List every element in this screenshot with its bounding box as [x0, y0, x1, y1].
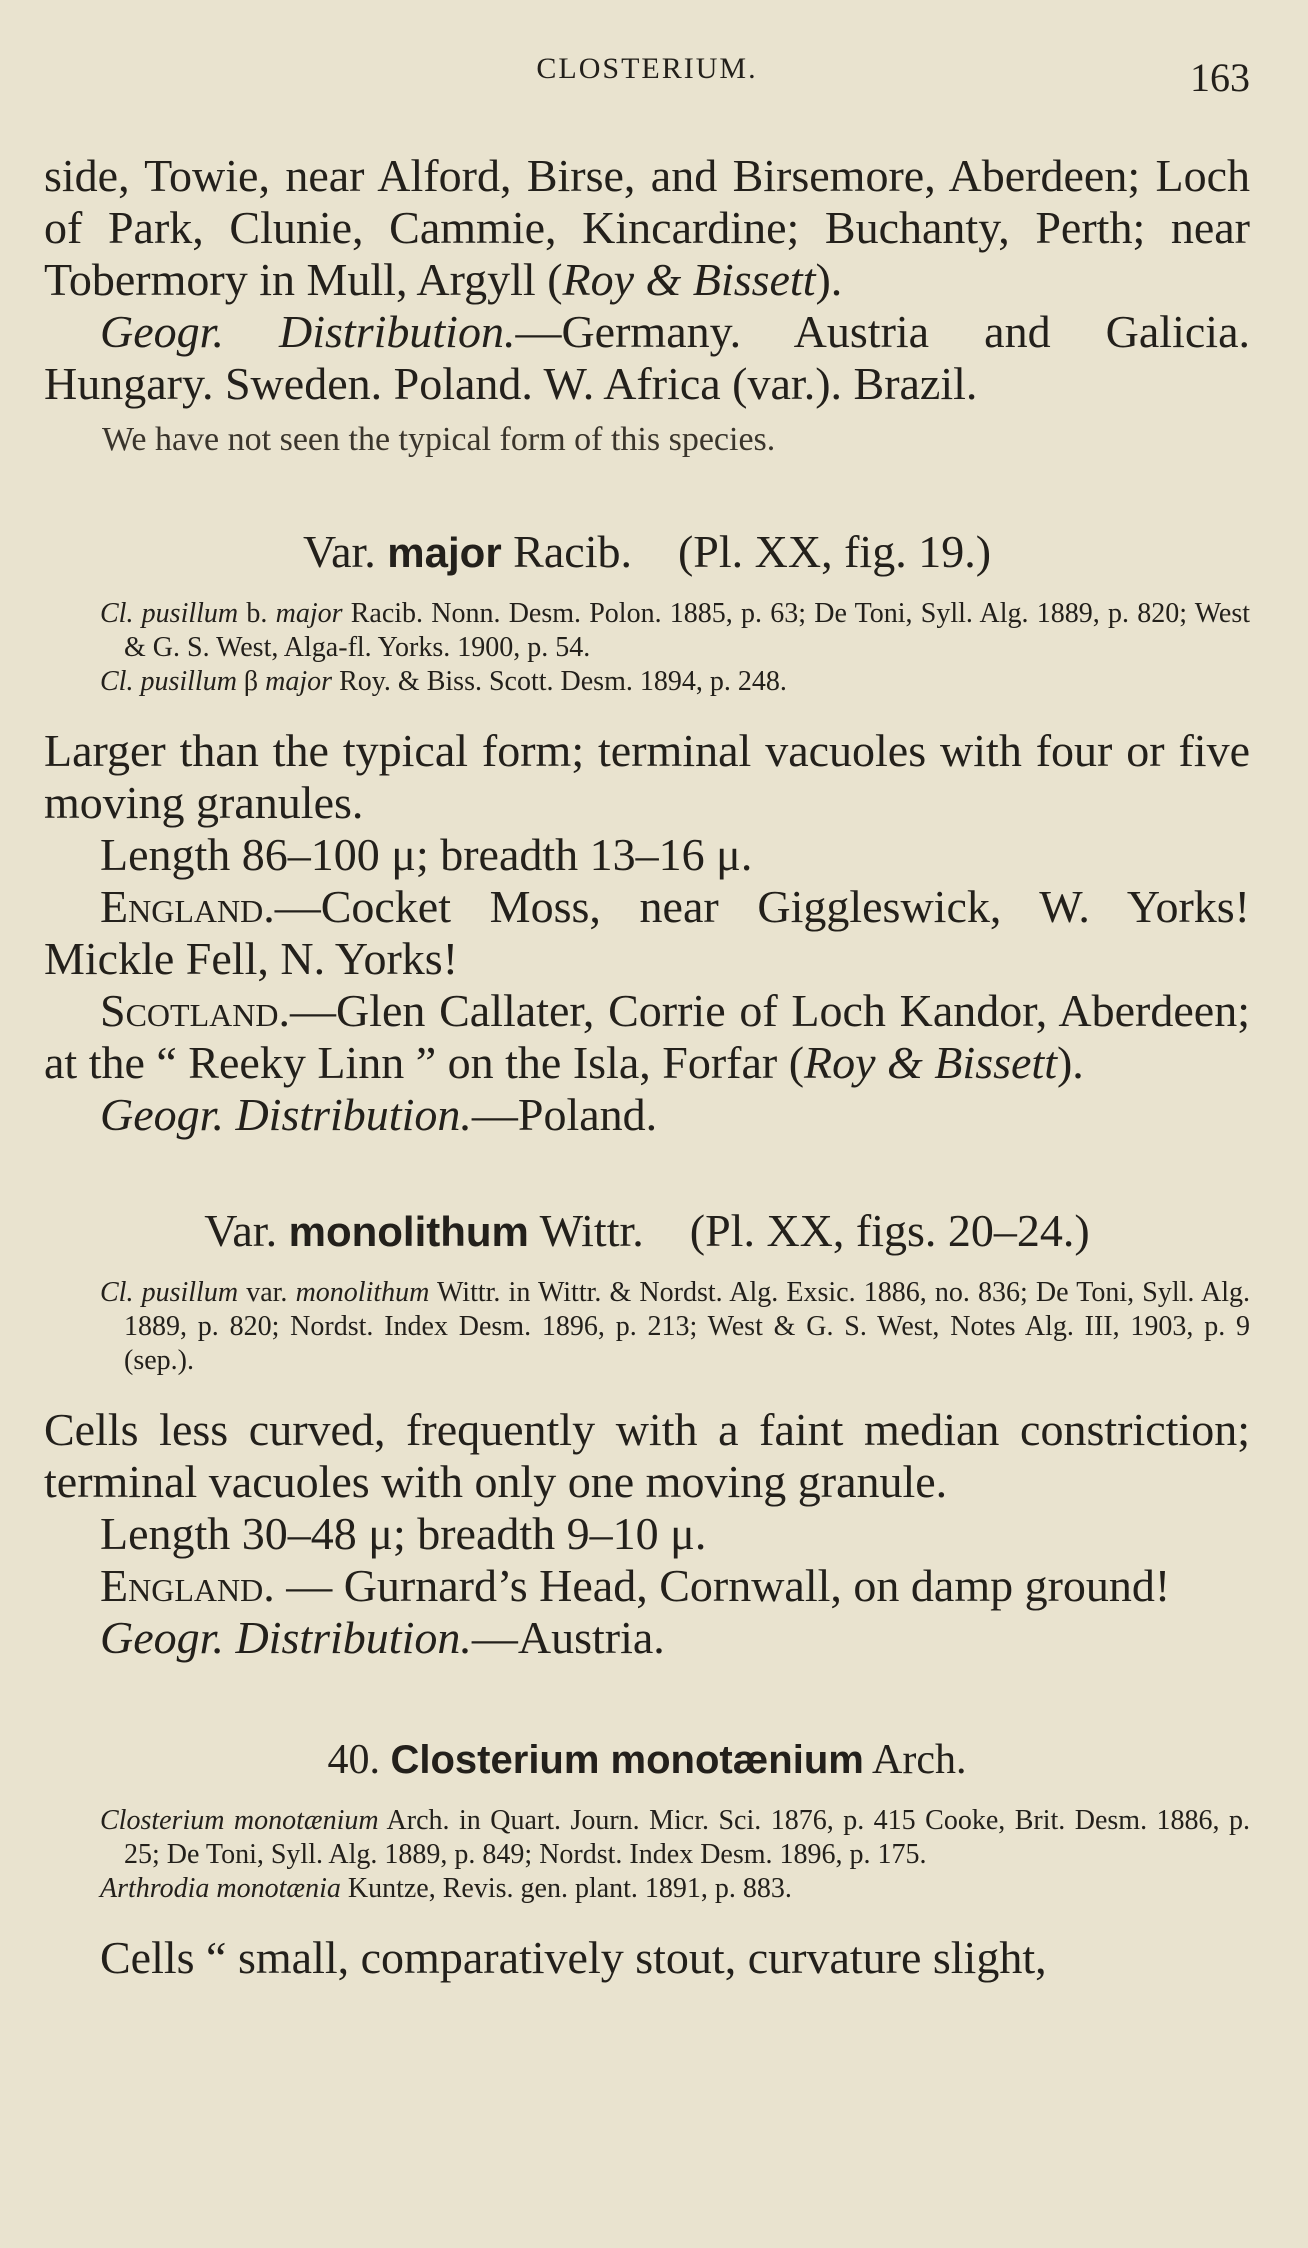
ref-citation: Roy. & Biss. Scott. Desm. 1894, p. 248.	[332, 666, 787, 697]
geo-text: —Poland.	[471, 1089, 658, 1140]
authority: Roy & Bissett	[804, 1037, 1057, 1088]
authority: Roy & Bissett	[562, 254, 816, 305]
description-species: Cells “ small, comparatively stout, curvature slight,	[100, 1932, 1047, 1983]
ref-epithet: monolithum	[295, 1277, 430, 1308]
synonymy-major	[44, 597, 1250, 699]
ref-taxon: Arthrodia monotænia	[100, 1873, 341, 1904]
variety-heading-monolithum	[44, 1203, 1250, 1260]
england-localities	[44, 1560, 1250, 1612]
var-prefix: Var.	[302, 526, 376, 577]
geographic-distribution	[44, 1089, 1250, 1141]
dimensions-monolithum: Length 30–48 μ; breadth 9–10 μ.	[100, 1508, 707, 1559]
var-author: Wittr.	[539, 1205, 644, 1256]
ref-mid: β	[236, 666, 266, 697]
note: We have not seen the typical form of this species.	[102, 421, 776, 458]
region-text: —Cocket Moss, near Giggleswick, W. Yorks! Mickle Fell, N. Yorks!	[44, 881, 1250, 984]
page-header	[44, 0, 1250, 150]
description-major: Larger than the typical form; terminal vacuoles with four or five moving granules.	[44, 725, 1250, 828]
species-number: 40.	[327, 1737, 380, 1783]
dimensions-major: Length 86–100 μ; breadth 13–16 μ.	[100, 829, 753, 880]
variety-heading-major	[44, 524, 1250, 581]
var-prefix: Var.	[204, 1205, 278, 1256]
species-name: Closterium monotænium	[390, 1738, 864, 1782]
synonymy-species	[44, 1804, 1250, 1906]
geographic-distribution	[44, 306, 1250, 410]
locality-text: side, Towie, near Alford, Birse, and Birsemore, Aberdeen; Loch of Park, Clunie, Cammie, Kincardine; Buchanty, Perth; near Tobermory in Mull, Argyll (	[44, 150, 1250, 305]
page-number: 163	[1190, 55, 1250, 100]
reference	[100, 1872, 1250, 1906]
ref-taxon: Cl. pusillum	[100, 666, 237, 697]
species-author: Arch.	[872, 1737, 967, 1783]
reference	[100, 597, 1250, 665]
ref-epithet: major	[275, 598, 343, 629]
plate-reference: (Pl. XX, figs. 20–24.)	[689, 1205, 1090, 1256]
ref-citation: Arch. in Quart. Journ. Micr. Sci. 1876, p. 415 Cooke, Brit. Desm. 1886, p. 25; De Toni, Syll. Alg. 1889, p. 849; Nordst. Index Desm. 1896, p. 175.	[124, 1805, 1250, 1870]
ref-taxon: Cl. pusillum	[100, 598, 239, 629]
var-author: Racib.	[513, 526, 632, 577]
ref-taxon: Cl. pusillum	[100, 1277, 239, 1308]
locality-tail: ).	[815, 254, 843, 305]
species-heading	[44, 1732, 1250, 1788]
geo-label: Geogr. Distribution.	[100, 306, 516, 357]
ref-mid: var.	[238, 1277, 296, 1308]
var-name: major	[387, 529, 502, 576]
locality-paragraph	[44, 150, 1250, 306]
scotland-localities	[44, 985, 1250, 1089]
region-label: England.	[100, 881, 275, 932]
synonymy-monolithum	[44, 1276, 1250, 1378]
ref-mid: b.	[238, 598, 276, 629]
geo-label: Geogr. Distribution.	[100, 1089, 472, 1140]
reference	[100, 1804, 1250, 1872]
ref-citation: Racib. Nonn. Desm. Polon. 1885, p. 63; De Toni, Syll. Alg. 1889, p. 820; West & G. S. West, Alga-fl. Yorks. 1900, p. 54.	[124, 598, 1250, 663]
ref-citation: Wittr. in Wittr. & Nordst. Alg. Exsic. 1886, no. 836; De Toni, Syll. Alg. 1889, p. 820; Nordst. Index Desm. 1896, p. 213; West & G. S. West, Notes Alg. III, 1903, p. 9 (sep.).	[124, 1277, 1250, 1376]
region-tail: ).	[1056, 1037, 1084, 1088]
geo-text: —Germany. Austria and Galicia. Hungary. Sweden. Poland. W. Africa (var.). Brazil.	[44, 306, 1250, 409]
var-name: monolithum	[288, 1208, 529, 1255]
ref-taxon: Closterium monotænium	[100, 1805, 379, 1836]
geo-text: —Austria.	[471, 1612, 665, 1663]
reference	[100, 1276, 1250, 1378]
region-text: — Gurnard’s Head, Cornwall, on damp ground!	[274, 1560, 1171, 1611]
region-text: —Glen Callater, Corrie of Loch Kandor, Aberdeen; at the “ Reeky Linn ” on the Isla, Forfar (	[44, 985, 1250, 1088]
ref-citation: Kuntze, Revis. gen. plant. 1891, p. 883.	[340, 1873, 792, 1904]
description-monolithum: Cells less curved, frequently with a faint median constriction; terminal vacuoles with only one moving granule.	[44, 1404, 1250, 1507]
plate-reference: (Pl. XX, fig. 19.)	[677, 526, 992, 577]
reference	[100, 665, 1250, 699]
ref-epithet: major	[265, 666, 333, 697]
region-label: England.	[100, 1560, 275, 1611]
england-localities	[44, 881, 1250, 985]
geo-label: Geogr. Distribution.	[100, 1612, 472, 1663]
geographic-distribution	[44, 1612, 1250, 1664]
running-title: CLOSTERIUM.	[536, 52, 758, 85]
region-label: Scotland.	[100, 985, 290, 1036]
